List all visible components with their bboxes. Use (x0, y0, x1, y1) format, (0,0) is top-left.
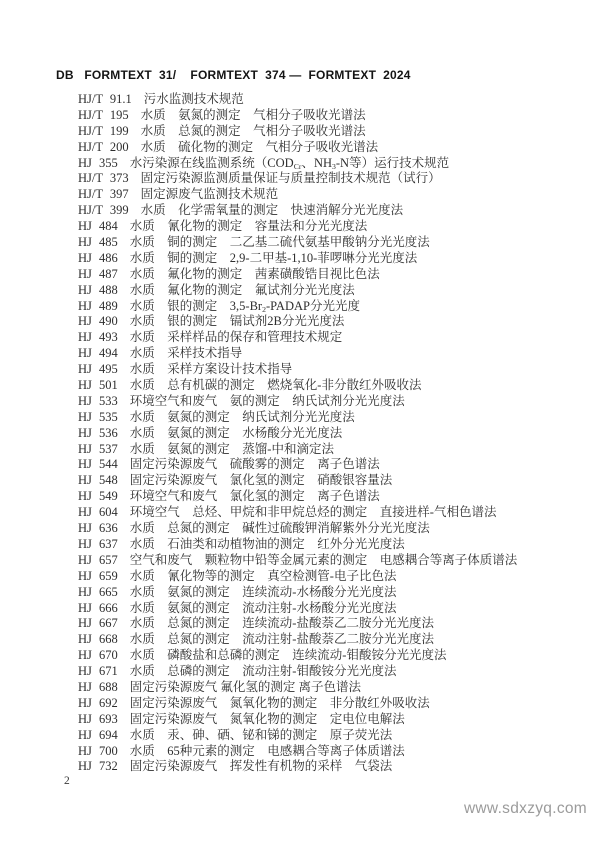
standard-title: 固定污染源废气 氮氧化物的测定 非分散红外吸收法 (129, 695, 430, 710)
standard-entry (78, 489, 517, 505)
standard-code: HJ 665 (78, 584, 118, 599)
standard-code: HJ 490 (78, 314, 118, 329)
standard-entry (78, 585, 517, 601)
standard-title: 水质 氰化物等的测定 真空检测管-电子比色法 (129, 568, 397, 583)
standard-title: 水质 氨氮的测定 连续流动-水杨酸分光光度法 (129, 584, 397, 599)
standard-title: 水质 化学需氧量的测定 快速消解分光光度法 (140, 203, 404, 218)
standard-entry (78, 648, 517, 664)
standard-entry (78, 219, 517, 235)
standard-entry (78, 299, 517, 315)
standard-title: 污水监测技术规范 (143, 92, 244, 106)
standard-code: HJ 693 (78, 711, 118, 726)
standard-code: HJ 489 (78, 298, 118, 313)
standard-entry (78, 283, 517, 299)
standard-code: HJ 486 (78, 250, 118, 265)
standard-entry (78, 632, 517, 648)
standard-code: HJ 544 (78, 457, 118, 472)
standard-entry (78, 759, 517, 775)
standard-code: HJ 549 (78, 489, 118, 504)
page-number: 2 (64, 775, 70, 787)
standard-code: HJ 692 (78, 695, 118, 710)
standard-title: 环境空气和废气 氯化氢的测定 离子色谱法 (129, 489, 380, 504)
standard-entry (78, 314, 517, 330)
standard-code: HJ/T 195 (78, 107, 129, 122)
standard-title: 水质 氨氮的测定 纳氏试剂分光光度法 (129, 409, 355, 424)
title-text: 、NH (301, 155, 332, 170)
standard-title: 水质 65种元素的测定 电感耦合等离子体质谱法 (129, 743, 405, 758)
standard-code: HJ 493 (78, 330, 118, 345)
title-text: 水质 银的测定 3,5-Br (129, 298, 263, 313)
standard-entry (78, 124, 517, 140)
standard-entry (78, 537, 517, 553)
standard-entry (78, 712, 517, 728)
standard-entry (78, 108, 517, 124)
standard-title: 水质 银的测定 镉试剂2B分光光度法 (129, 314, 345, 329)
standard-code: HJ 485 (78, 235, 118, 250)
standard-entry (78, 171, 517, 187)
standard-code: HJ 501 (78, 378, 118, 393)
standard-code: HJ/T 399 (78, 203, 129, 218)
standard-title: 水质 铜的测定 2,9-二甲基-1,10-菲啰啉分光光度法 (129, 250, 418, 265)
standard-entry (78, 140, 517, 156)
subscript-text: Cr (293, 161, 302, 171)
standard-code: HJ/T 91.1 (78, 92, 132, 106)
standard-entry (78, 251, 517, 267)
standard-entry (78, 473, 517, 489)
standard-title: 水质 总磷的测定 流动注射-钼酸铵分光光度法 (129, 664, 397, 679)
standard-entry (78, 346, 517, 362)
standard-code: HJ 537 (78, 441, 118, 456)
standard-title: 水质 氨氮的测定 气相分子吸收光谱法 (140, 107, 366, 122)
standard-title: 水质 采样样品的保存和管理技术规定 (129, 330, 343, 345)
standard-entry (78, 378, 517, 394)
standard-entry (78, 426, 517, 442)
standard-entry (78, 616, 517, 632)
standard-code: HJ 533 (78, 393, 118, 408)
standard-code: HJ 668 (78, 632, 118, 647)
standard-code: HJ 700 (78, 743, 118, 758)
standard-title: 环境空气 总烃、甲烷和非甲烷总烃的测定 直接进样-气相色谱法 (129, 505, 497, 520)
standard-code: HJ 732 (78, 759, 118, 774)
standard-entry (78, 505, 517, 521)
standard-code: HJ 535 (78, 409, 118, 424)
standard-entry (78, 187, 517, 203)
standard-title: 水质 汞、砷、硒、铋和锑的测定 原子荧光法 (129, 727, 393, 742)
standard-title: 水质 氨氮的测定 蒸馏-中和滴定法 (129, 441, 334, 456)
standard-code: HJ 636 (78, 521, 118, 536)
standard-entry (78, 521, 517, 537)
standard-code: HJ 494 (78, 346, 118, 361)
standard-entry (78, 728, 517, 744)
title-text: -N等）运行技术规范 (335, 155, 450, 170)
standard-title: 空气和废气 颗粒物中铅等金属元素的测定 电感耦合等离子体质谱法 (129, 552, 518, 567)
standard-entry (78, 680, 517, 696)
standard-code: HJ 657 (78, 552, 118, 567)
standard-code: HJ 637 (78, 536, 118, 551)
standard-entry (78, 156, 517, 172)
standard-entry (78, 394, 517, 410)
standard-code: HJ/T 200 (78, 139, 129, 154)
standard-title: 水质 氨氮的测定 水杨酸分光光度法 (129, 425, 343, 440)
standard-entry (78, 457, 517, 473)
standard-entry (78, 442, 517, 458)
standard-title: 固定污染源废气 氟化氢的测定 离子色谱法 (129, 679, 362, 694)
standard-code: HJ/T 397 (78, 187, 129, 202)
standard-title: 水质 总氮的测定 连续流动-盐酸萘乙二胺分光光度法 (129, 616, 434, 631)
standard-code: HJ 670 (78, 648, 118, 663)
standard-title: 水质 磷酸盐和总磷的测定 连续流动-钼酸铵分光光度法 (129, 648, 447, 663)
standard-title: 水质 采样技术指导 (129, 346, 243, 361)
standard-title: 固定污染源废气 挥发性有机物的采样 气袋法 (129, 759, 393, 774)
standard-entry (78, 601, 517, 617)
standard-entry (78, 235, 517, 251)
standard-code: HJ 694 (78, 727, 118, 742)
document-header: DB FORMTEXT 31/ FORMTEXT 374 — FORMTEXT 2024 (56, 68, 411, 82)
standard-entry (78, 696, 517, 712)
standard-code: HJ/T 199 (78, 123, 129, 138)
standard-code: HJ 355 (78, 155, 118, 170)
standard-code: HJ 667 (78, 616, 118, 631)
standard-title: 水质 总氮的测定 气相分子吸收光谱法 (140, 123, 366, 138)
standards-list (78, 92, 517, 775)
subscript-text: 3 (332, 161, 336, 171)
standard-entry (78, 410, 517, 426)
standard-entry (78, 664, 517, 680)
standard-title: 水质 氰化物的测定 容量法和分光光度法 (129, 219, 368, 234)
standard-title: 固定污染源废气 氮氧化物的测定 定电位电解法 (129, 711, 405, 726)
standard-code: HJ 666 (78, 600, 118, 615)
standard-title: 水质 石油类和动植物油的测定 红外分光光度法 (129, 536, 405, 551)
standard-title: 固定污染源废气 氯化氢的测定 硝酸银容量法 (129, 473, 393, 488)
standard-entry (78, 569, 517, 585)
standard-title: 固定污染源监测质量保证与质量控制技术规范（试行） (140, 171, 441, 186)
standard-code: HJ 487 (78, 266, 118, 281)
title-text: 水污染源在线监测系统（COD (129, 155, 294, 170)
standard-title: 水质 总有机碳的测定 燃烧氧化-非分散红外吸收法 (129, 378, 422, 393)
standard-title: 环境空气和废气 氨的测定 纳氏试剂分光光度法 (129, 393, 405, 408)
standard-entry (78, 92, 517, 108)
watermark: www.sdxzyq.com (463, 800, 587, 817)
standard-title: 水质 硫化物的测定 气相分子吸收光谱法 (140, 139, 379, 154)
standard-title: 水质 总氮的测定 碱性过硫酸钾消解紫外分光光度法 (129, 521, 430, 536)
standard-title (130, 299, 360, 313)
standard-code: HJ 488 (78, 282, 118, 297)
subscript-text: 2 (262, 304, 266, 314)
standard-title (130, 156, 449, 170)
standard-title: 水质 氨氮的测定 流动注射-水杨酸分光光度法 (129, 600, 397, 615)
standard-title: 固定源废气监测技术规范 (140, 187, 279, 202)
standard-entry (78, 744, 517, 760)
standard-code: HJ 495 (78, 362, 118, 377)
standard-entry (78, 553, 517, 569)
standard-code: HJ/T 373 (78, 171, 129, 186)
standard-entry (78, 203, 517, 219)
standard-code: HJ 536 (78, 425, 118, 440)
standard-title: 水质 氟化物的测定 氟试剂分光光度法 (129, 282, 355, 297)
standard-code: HJ 688 (78, 679, 118, 694)
standard-code: HJ 548 (78, 473, 118, 488)
standard-title: 水质 铜的测定 二乙基二硫代氨基甲酸钠分光光度法 (129, 235, 430, 250)
standard-entry (78, 267, 517, 283)
standard-title: 水质 总氮的测定 流动注射-盐酸萘乙二胺分光光度法 (129, 632, 434, 647)
standard-code: HJ 484 (78, 219, 118, 234)
standard-entry (78, 362, 517, 378)
standard-entry (78, 330, 517, 346)
standard-title: 水质 氟化物的测定 茜素磺酸锆目视比色法 (129, 266, 380, 281)
standard-code: HJ 671 (78, 664, 118, 679)
standard-title: 固定污染源废气 硫酸雾的测定 离子色谱法 (129, 457, 380, 472)
standard-code: HJ 604 (78, 505, 118, 520)
standard-title: 水质 采样方案设计技术指导 (129, 362, 293, 377)
standard-code: HJ 659 (78, 568, 118, 583)
title-text: -PADAP分光光度 (265, 298, 360, 313)
